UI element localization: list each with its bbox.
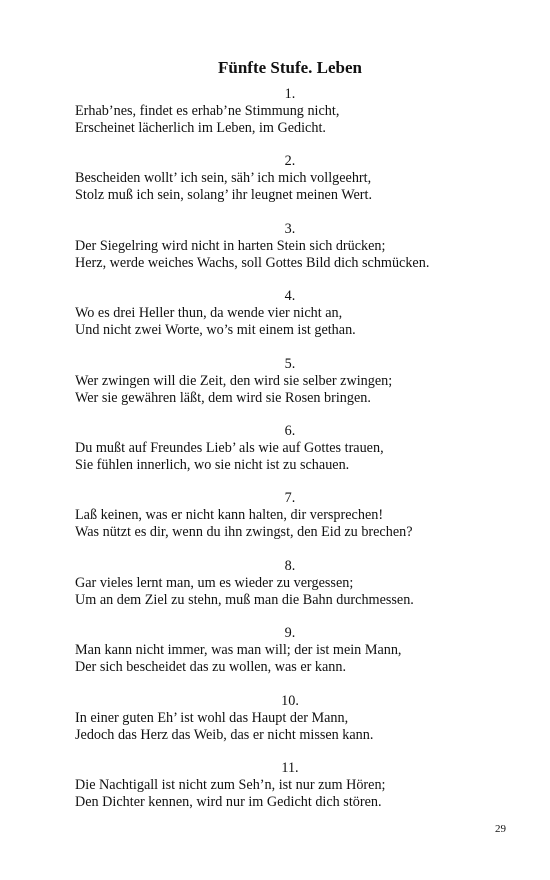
- stanza: [75, 221, 515, 288]
- stanza: [75, 423, 515, 490]
- stanza-line: Den Dichter kennen, wird nur im Gedicht dich stören.: [75, 793, 382, 810]
- stanza-line: Stolz muß ich sein, solang’ ihr leugnet meinen Wert.: [75, 187, 372, 204]
- stanza-number: 3.: [284, 220, 296, 237]
- stanza-list: [75, 86, 515, 827]
- stanza-line: Sie fühlen innerlich, wo sie nicht ist zu schauen.: [75, 456, 350, 473]
- stanza-number: 4.: [284, 288, 296, 305]
- stanza-line: Der Siegelring wird nicht in harten Stein sich drücken;: [75, 237, 386, 254]
- stanza-number: 9.: [284, 625, 296, 642]
- stanza-number: 10.: [281, 692, 299, 709]
- page-number: 29: [495, 823, 506, 835]
- stanza-line: Erhab’nes, findet es erhab’ne Stimmung nicht,: [75, 103, 340, 119]
- stanza-line: Wer zwingen will die Zeit, den wird sie selber zwingen;: [75, 372, 393, 389]
- stanza-line: Die Nachtigall ist nicht zum Seh’n, ist nur zum Hören;: [75, 776, 386, 793]
- stanza: [75, 693, 515, 760]
- stanza-line: Erscheinet lächerlich im Leben, im Gedicht.: [75, 120, 326, 136]
- stanza: [75, 490, 515, 557]
- stanza-line: Herz, werde weiches Wachs, soll Gottes Bild dich schmücken.: [75, 254, 430, 271]
- stanza: [75, 356, 515, 423]
- stanza-number: 1.: [284, 86, 296, 102]
- stanza: [75, 288, 515, 355]
- stanza-line: Man kann nicht immer, was man will; der ist mein Mann,: [75, 642, 402, 659]
- stanza-line: Um an dem Ziel zu stehn, muß man die Bahn durchmessen.: [75, 591, 414, 608]
- stanza-line: Wo es drei Heller thun, da wende vier nicht an,: [75, 305, 343, 322]
- stanza: [75, 625, 515, 692]
- stanza-number: 7.: [284, 490, 296, 507]
- stanza-line: Bescheiden wollt’ ich sein, säh’ ich mich vollgeehrt,: [75, 170, 372, 187]
- stanza-number: 2.: [284, 153, 296, 170]
- stanza-line: Gar vieles lernt man, um es wieder zu vergessen;: [75, 574, 354, 591]
- stanza: [75, 760, 515, 827]
- stanza-line: Was nützt es dir, wenn du ihn zwingst, den Eid zu brechen?: [75, 524, 413, 541]
- stanza-line: Jedoch das Herz das Weib, das er nicht missen kann.: [75, 726, 374, 743]
- stanza-line: Der sich bescheidet das zu wollen, was er kann.: [75, 659, 347, 676]
- stanza-number: 6.: [284, 422, 296, 439]
- stanza-line: Und nicht zwei Worte, wo’s mit einem ist gethan.: [75, 322, 356, 339]
- stanza: [75, 153, 515, 220]
- stanza: [75, 558, 515, 625]
- stanza-line: Laß keinen, was er nicht kann halten, dir versprechen!: [75, 507, 384, 524]
- stanza-line: In einer guten Eh’ ist wohl das Haupt der Mann,: [75, 709, 349, 726]
- stanza-number: 5.: [284, 355, 296, 372]
- stanza-line: Du mußt auf Freundes Lieb’ als wie auf Gottes trauen,: [75, 439, 384, 456]
- stanza-number: 8.: [284, 557, 296, 574]
- page-title: Fünfte Stufe. Leben: [217, 58, 363, 77]
- stanza-number: 11.: [281, 759, 299, 776]
- stanza: [75, 86, 515, 153]
- stanza-line: Wer sie gewähren läßt, dem wird sie Rosen bringen.: [75, 389, 371, 406]
